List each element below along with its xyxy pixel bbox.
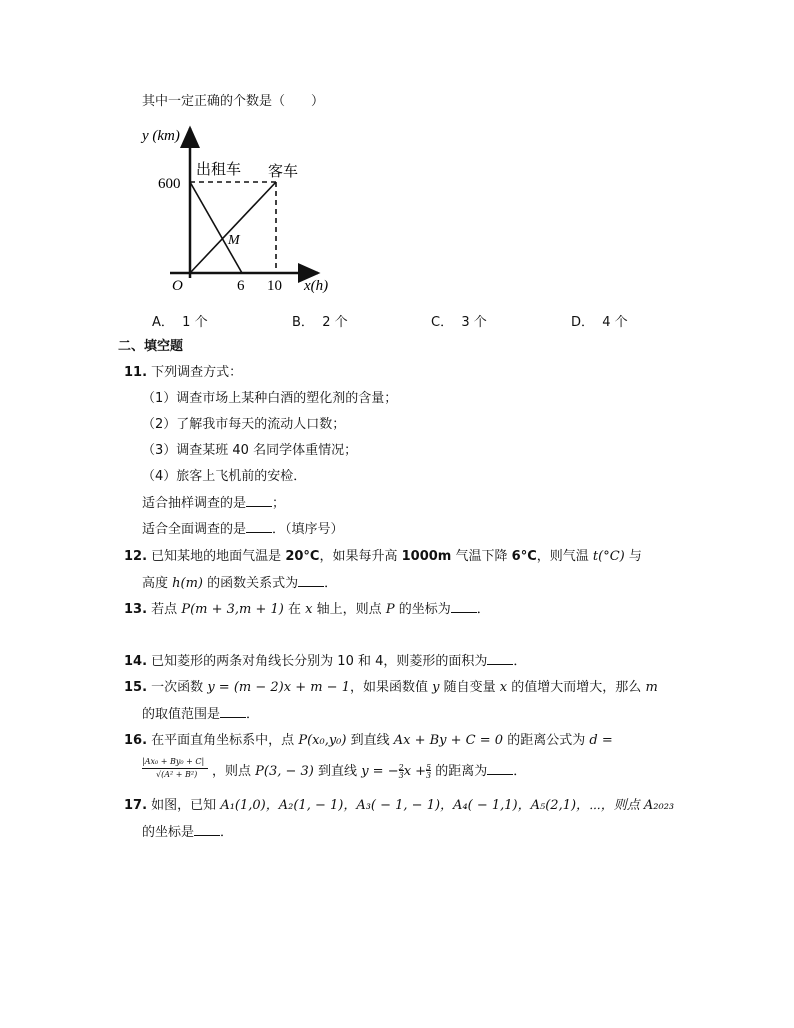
q15-line-1: 15. 一次函数 y = (m − 2)x + m − 1，如果函数值 y 随自变量 x 的值增大而增大，那么 m [124, 680, 658, 695]
y-tick-600: 600 [158, 176, 181, 192]
taxi-line [190, 182, 242, 273]
q17-line-2: 的坐标是 ． [142, 825, 234, 840]
q16-frac-two-thirds: $\frac{2}{3}$ [398, 762, 404, 780]
y-axis-label: y (km) [142, 128, 180, 144]
q15-line-2: 的取值范围是 ． [142, 707, 260, 722]
answer-blank[interactable] [246, 520, 272, 533]
bus-label: 客车 [268, 164, 299, 180]
q16-line-1: 16. 在平面直角坐标系中，点 P(x₀,y₀) 到直线 Ax + By + C = 0 的距离公式为 d = [124, 733, 613, 748]
choice-a[interactable]: A． 1 个 [152, 315, 208, 330]
answer-blank[interactable] [451, 600, 477, 613]
point-m-label: M [228, 233, 240, 248]
x-axis-label: x(h) [304, 278, 329, 294]
q17-line-1: 17. 如图，已知 A₁(1,0)，A₂(1, − 1)，A₃( − 1, − 1)，A₄( − 1,1)，A₅(2,1)，⋯，则点 A₂₀₂₃ [124, 798, 675, 813]
choice-b[interactable]: B． 2 个 [292, 315, 348, 330]
taxi-label: 出租车 [196, 162, 242, 178]
q16-formula-denominator: √(A² + B²) [156, 770, 198, 779]
q11-answer-sampling: 适合抽样调查的是 ； [142, 496, 286, 511]
choice-d[interactable]: D． 4 个 [571, 315, 628, 330]
q12-line-1: 12. 已知某地的地面气温是 20°C，如果每升高 1000m 气温下降 6°C，则气温 t(°C) 与 [124, 549, 642, 564]
origin-label: O [172, 278, 183, 294]
q11-item-4: （4）旅客上飞机前的安检． [142, 469, 307, 484]
answer-blank[interactable] [220, 705, 246, 718]
q12-line-2: 高度 h(m) 的函数关系式为 ． [142, 576, 338, 591]
q11-item-1: （1）调查市场上某种白酒的塑化剂的含量； [142, 391, 398, 406]
bus-line [190, 182, 276, 273]
x-tick-10: 10 [267, 278, 282, 294]
q11-answer-census: 适合全面调查的是 ．（填序号） [142, 522, 344, 537]
x-tick-6: 6 [237, 278, 245, 294]
answer-blank[interactable] [487, 762, 513, 775]
q11-item-2: （2）了解我市每天的流动人口数； [142, 417, 346, 432]
answer-blank[interactable] [298, 574, 324, 587]
q13-line: 13. 若点 P(m + 3,m + 1) 在 x 轴上，则点 P 的坐标为 ． [124, 602, 490, 617]
prev-question-tail: 其中一定正确的个数是（ ） [142, 94, 325, 109]
q16-frac-five-thirds: $\frac{5}{3}$ [426, 762, 432, 780]
answer-blank[interactable] [487, 652, 513, 665]
q16-line-2: ，则点 P(3, − 3) 到直线 $y = -\frac{2}{3}x +\frac{5}{3}$ 的距离为 ． [212, 762, 527, 780]
section-title: 二、填空题 [118, 339, 184, 354]
q16-formula-numerator: |Ax₀ + By₀ + C| [142, 757, 205, 766]
answer-blank[interactable] [194, 823, 220, 836]
distance-time-graph [130, 118, 350, 298]
answer-blank[interactable] [246, 494, 272, 507]
q16-formula-bar [142, 768, 208, 769]
q11-item-3: （3）调查某班 40 名同学体重情况； [142, 443, 358, 458]
q14-line: 14. 已知菱形的两条对角线长分别为 10 和 4，则菱形的面积为 ． [124, 654, 527, 669]
q11-stem-line: 11. 下列调查方式： [124, 365, 243, 380]
choice-c[interactable]: C． 3 个 [431, 315, 487, 330]
